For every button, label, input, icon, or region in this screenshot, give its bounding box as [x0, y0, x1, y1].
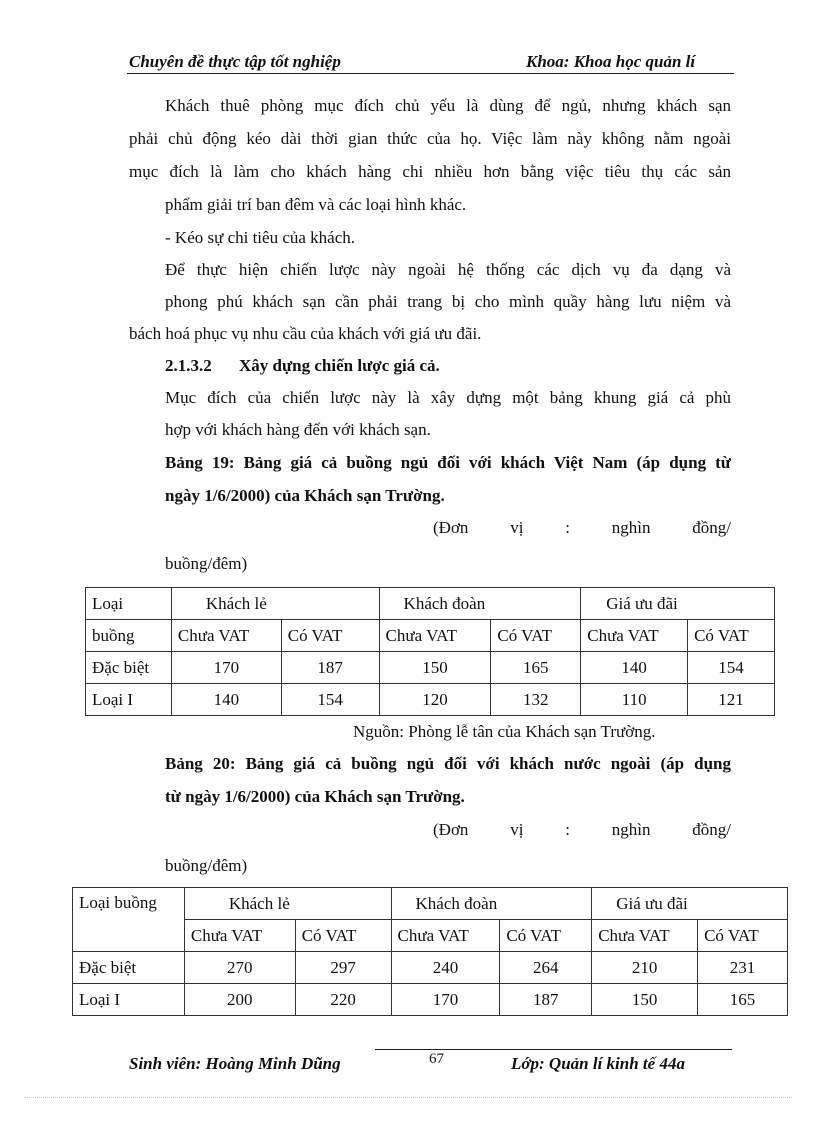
- table19-title-line1: Bảng 19: Bảng giá cả buồng ngủ đối với khách Việt Nam (áp dụng từ: [165, 453, 731, 472]
- cell: 187: [500, 984, 592, 1016]
- header-left: Chuyên đề thực tập tốt nghiệp: [129, 52, 341, 71]
- cell: 132: [491, 684, 581, 716]
- table19-header-row: [86, 588, 775, 620]
- table19-col-room-type-2: buồng: [86, 620, 172, 652]
- table19-sub-vat-1: Có VAT: [281, 620, 379, 652]
- header-right: Khoa: Khoa học quản lí: [526, 52, 696, 71]
- cell: 165: [491, 652, 581, 684]
- table20: [72, 887, 788, 1016]
- table19-subheader-row: [86, 620, 775, 652]
- cell: 120: [379, 684, 491, 716]
- table20-group-discount: Giá ưu đãi: [592, 888, 788, 920]
- cell: 270: [184, 952, 295, 984]
- cell: 187: [281, 652, 379, 684]
- footer-class: Lớp: Quản lí kinh tế 44a: [511, 1054, 685, 1073]
- para4-line1: Mục đích của chiến lược này là xây dựng một bảng khung giá cả phù: [165, 388, 731, 407]
- table19-sub-novat-1: Chưa VAT: [171, 620, 281, 652]
- section-title: Xây dựng chiến lược giá cả.: [239, 356, 440, 375]
- para4-line2: hợp với khách hàng đến với khách sạn.: [165, 420, 431, 439]
- para3-line1: Để thực hiện chiến lược này ngoài hệ thống các dịch vụ đa dạng và: [165, 260, 731, 279]
- cell: 297: [295, 952, 391, 984]
- cell: 200: [184, 984, 295, 1016]
- table19-group-discount: Giá ưu đãi: [581, 588, 775, 620]
- header-rule: [127, 73, 734, 74]
- cell: 150: [379, 652, 491, 684]
- para1-line2: phải chủ động kéo dài thời gian thức của họ. Việc làm này không nằm ngoài: [129, 129, 731, 148]
- table20-sub-vat-1: Có VAT: [295, 920, 391, 952]
- cell: 121: [688, 684, 775, 716]
- table19-sub-novat-2: Chưa VAT: [379, 620, 491, 652]
- para1-line4: phẩm giải trí ban đêm và các loại hình khác.: [165, 195, 467, 214]
- footer-student: Sinh viên: Hoàng Minh Dũng: [129, 1054, 341, 1073]
- table19-title-line2: ngày 1/6/2000) của Khách sạn Trường.: [165, 486, 445, 505]
- cell: 140: [581, 652, 688, 684]
- cell: 165: [698, 984, 788, 1016]
- table19-unit-line2: buồng/đêm): [165, 554, 248, 573]
- table20-sub-novat-2: Chưa VAT: [391, 920, 500, 952]
- table20-unit-line1: (Đơn vị : nghìn đồng/: [433, 820, 731, 839]
- table20-sub-novat-1: Chưa VAT: [184, 920, 295, 952]
- table19-sub-novat-3: Chưa VAT: [581, 620, 688, 652]
- footer-rule: [375, 1049, 732, 1050]
- cell: 231: [698, 952, 788, 984]
- table19-col-room-type: Loại: [86, 588, 172, 620]
- row-label: Đặc biệt: [86, 652, 172, 684]
- para3-line3: bách hoá phục vụ nhu cầu của khách với giá ưu đãi.: [129, 324, 482, 343]
- row-label: Đặc biệt: [73, 952, 185, 984]
- row-label: Loại I: [86, 684, 172, 716]
- table20-group-individual: Khách lẻ: [184, 888, 391, 920]
- table19-sub-vat-3: Có VAT: [688, 620, 775, 652]
- table20-title-line1: Bảng 20: Bảng giá cả buồng ngủ đối với khách nước ngoài (áp dụng: [165, 754, 731, 773]
- table-row: [73, 952, 788, 984]
- table20-title-line2: từ ngày 1/6/2000) của Khách sạn Trường.: [165, 787, 465, 806]
- row-label: Loại I: [73, 984, 185, 1016]
- cell: 150: [592, 984, 698, 1016]
- table19-group-individual: Khách lẻ: [171, 588, 379, 620]
- page-number: 67: [429, 1051, 444, 1067]
- table19-unit-line1: (Đơn vị : nghìn đồng/: [433, 518, 731, 537]
- table19: [85, 587, 775, 716]
- table-row: [86, 652, 775, 684]
- table20-sub-vat-2: Có VAT: [500, 920, 592, 952]
- table19-source: Nguồn: Phòng lễ tân của Khách sạn Trường.: [353, 722, 656, 741]
- cell: 154: [281, 684, 379, 716]
- para3-line2: phong phú khách sạn cần phải trang bị cho mình quầy hàng lưu niệm và: [165, 292, 731, 311]
- table20-sub-vat-3: Có VAT: [698, 920, 788, 952]
- para1-line1: Khách thuê phòng mục đích chủ yếu là dùng để ngủ, nhưng khách sạn: [165, 96, 731, 115]
- cell: 264: [500, 952, 592, 984]
- cell: 170: [391, 984, 500, 1016]
- cell: 240: [391, 952, 500, 984]
- cell: 154: [688, 652, 775, 684]
- section-number: 2.1.3.2: [165, 356, 212, 375]
- table20-unit-line2: buồng/đêm): [165, 856, 248, 875]
- table-row: [86, 684, 775, 716]
- para1-line3: mục đích là làm cho khách hàng chi nhiều hơn bằng việc tiêu thụ các sản: [129, 162, 731, 181]
- cell: 110: [581, 684, 688, 716]
- cell: 170: [171, 652, 281, 684]
- table-row: [73, 984, 788, 1016]
- table20-header-row: [73, 888, 788, 920]
- table19-sub-vat-2: Có VAT: [491, 620, 581, 652]
- table20-group-group: Khách đoàn: [391, 888, 592, 920]
- table19-group-group: Khách đoàn: [379, 588, 581, 620]
- table20-col-room-type: Loại buồng: [73, 888, 185, 952]
- cell: 210: [592, 952, 698, 984]
- cell: 220: [295, 984, 391, 1016]
- page-bottom-dotted-rule: [24, 1097, 792, 1098]
- table20-sub-novat-3: Chưa VAT: [592, 920, 698, 952]
- cell: 140: [171, 684, 281, 716]
- para2: - Kéo sự chi tiêu của khách.: [165, 228, 356, 247]
